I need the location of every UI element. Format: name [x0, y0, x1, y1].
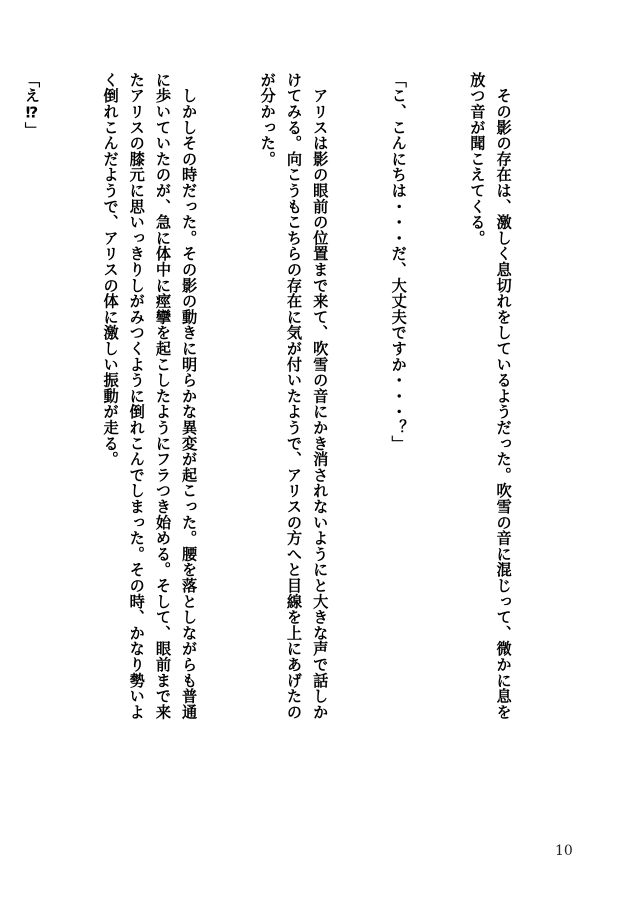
page-number: 10: [555, 843, 573, 859]
paragraph: しかしその時だった。その影の動きに明らかな異変が起こった。腰を落としながらも普通に歩いていたのが、急に体中に痙攣を起こしたようにフラつき始める。そして、眼前まで来たアリスの膝元に思いっきりしがみつくように倒れこんでしまった。その時、かなり勢いよく倒れこんだようで、アリスの体に激しい振動が走る。: [101, 72, 199, 720]
paragraph: 「え⁉」: [22, 72, 41, 138]
paragraph: 「こ、こんにちは・・・だ、大丈夫ですか・・・？」: [389, 72, 408, 452]
paragraph: アリスは影の眼前の位置まで来て、吹雪の音にかき消されないようにと大きな声で話しかけてみる。向こうもこちらの存在に気が付いたようで、アリスの方へと目線を上にあげたのが分かった。: [258, 72, 330, 720]
paragraph: その影の存在は、激しく息切れをしているようだった。吹雪の音に混じって、微かに息を放つ音が聞こえてくる。: [468, 72, 513, 720]
body-text: [0, 72, 569, 722]
